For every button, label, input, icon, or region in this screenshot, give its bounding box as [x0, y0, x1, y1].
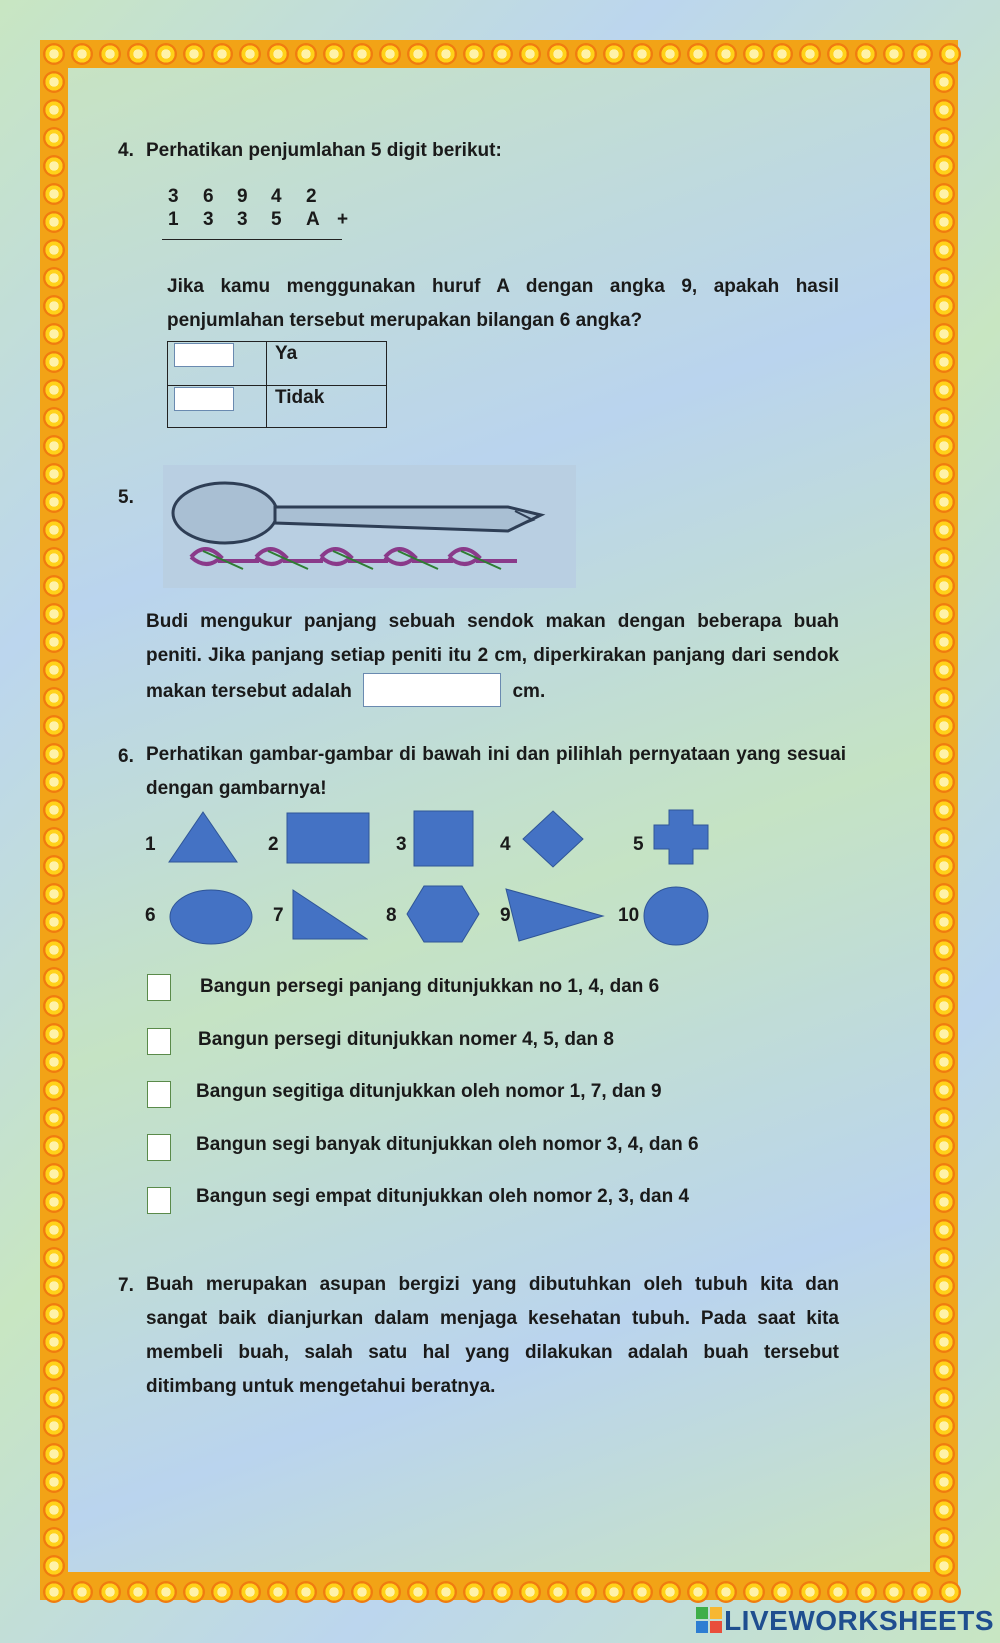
scalene-triangle-shape — [505, 888, 605, 942]
digit: 6 — [203, 186, 214, 207]
q5-number: 5. — [118, 487, 134, 508]
ellipse-shape — [169, 889, 253, 945]
plus-sign: + — [337, 209, 349, 230]
unit-label: cm. — [512, 681, 546, 702]
yes-checkbox[interactable] — [174, 343, 234, 367]
shape-label: 3 — [396, 834, 407, 855]
shape-label: 9 — [500, 905, 511, 926]
digit: 9 — [237, 186, 248, 207]
shape-label: 7 — [273, 905, 284, 926]
digit: 1 — [168, 209, 179, 230]
statement-text: Bangun segi banyak ditunjukkan oleh nomor 3, 4, dan 6 — [196, 1134, 699, 1155]
statement-checkbox[interactable] — [147, 1134, 171, 1161]
statement-checkbox[interactable] — [147, 1081, 171, 1108]
q5-text — [146, 605, 839, 709]
shape-label: 5 — [633, 834, 644, 855]
hexagon-shape — [406, 885, 480, 943]
q4-number: 4. — [118, 140, 134, 161]
statement-text: Bangun persegi ditunjukkan nomer 4, 5, dan 8 — [198, 1029, 614, 1050]
option-no-label: Tidak — [275, 387, 325, 408]
digit: 3 — [203, 209, 214, 230]
square-shape — [413, 810, 474, 867]
shape-label: 8 — [386, 905, 397, 926]
q4-title: Perhatikan penjumlahan 5 digit berikut: — [146, 140, 502, 161]
length-answer-input[interactable] — [363, 673, 501, 707]
sum-line — [162, 239, 342, 240]
q4-question: Jika kamu menggunakan huruf A dengan angka 9, apakah hasil penjumlahan tersebut merupakan bilangan 6 angka? — [167, 276, 839, 331]
brand-logo-icon — [696, 1607, 722, 1633]
rectangle-shape — [286, 812, 370, 864]
statement-checkbox[interactable] — [147, 1187, 171, 1214]
digit: 5 — [271, 209, 282, 230]
liveworksheets-brand[interactable] — [696, 1605, 994, 1637]
digit: 3 — [168, 186, 179, 207]
shape-label: 1 — [145, 834, 156, 855]
brand-name: LIVEWORKSHEETS — [724, 1605, 994, 1636]
statement-text: Bangun segi empat ditunjukkan oleh nomor 2, 3, dan 4 — [196, 1186, 690, 1207]
q6-number: 6. — [118, 746, 134, 767]
statement-text: Bangun persegi panjang ditunjukkan no 1, 4, dan 6 — [200, 976, 660, 997]
statement-checkbox[interactable] — [147, 974, 171, 1001]
circle-shape — [643, 886, 709, 946]
diamond-shape — [522, 810, 584, 868]
q7-number: 7. — [118, 1275, 134, 1296]
q5-question: Budi mengukur panjang sebuah sendok makan dengan beberapa buah peniti. Jika panjang setiap peniti itu 2 cm, diperkirakan panjang dari sendok makan tersebut adalah — [146, 611, 839, 702]
digit-variable: A — [306, 209, 320, 230]
shape-label: 2 — [268, 834, 279, 855]
digit: 3 — [237, 209, 248, 230]
cross-shape — [653, 809, 709, 865]
digit: 2 — [306, 186, 317, 207]
shape-label: 4 — [500, 834, 511, 855]
digit: 4 — [271, 186, 282, 207]
table-divider — [168, 385, 386, 386]
shape-label: 10 — [618, 905, 640, 926]
q6-title: Perhatikan gambar-gambar di bawah ini dan pilihlah pernyataan yang sesuai dengan gambarnya! — [146, 744, 846, 799]
spoon-image — [163, 465, 576, 588]
shape-label: 6 — [145, 905, 156, 926]
statement-checkbox[interactable] — [147, 1028, 171, 1055]
q7-text: Buah merupakan asupan bergizi yang dibutuhkan oleh tubuh kita dan sangat baik dianjurkan dalam menjaga kesehatan tubuh. Pada saat kita membeli buah, salah satu hal yang dilakukan adalah buah tersebut ditimbang untuk mengetahui beratnya. — [146, 1274, 839, 1397]
triangle-shape — [167, 810, 239, 864]
statement-text: Bangun segitiga ditunjukkan oleh nomor 1, 7, dan 9 — [196, 1081, 662, 1102]
right-triangle-shape — [292, 889, 368, 941]
option-yes-label: Ya — [275, 343, 298, 364]
no-checkbox[interactable] — [174, 387, 234, 411]
